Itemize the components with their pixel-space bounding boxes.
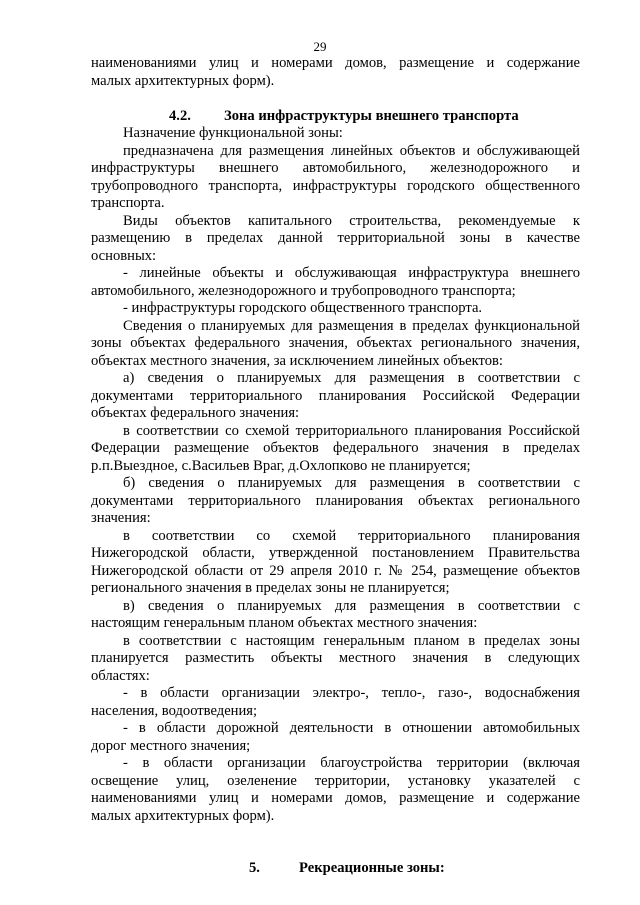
text-line: освещение улиц, озеленение территории, установку указателей с <box>91 772 580 789</box>
text-line: областях: <box>91 667 150 684</box>
text-line: р.п.Выездное, с.Васильев Враг, д.Охлопково не планируется; <box>91 457 471 474</box>
text-line: трубопроводного транспорта, инфраструктуры городского общественного <box>91 177 580 194</box>
text-line: Назначение функциональной зоны: <box>123 125 343 141</box>
text-line: населения, водоотведения; <box>91 702 258 719</box>
text-line: размещению в пределах данной территориальной зоны в качестве <box>91 230 580 246</box>
section-number: 5. <box>249 860 260 876</box>
text-line: автомобильного, железнодорожного и трубопроводного транспорта; <box>91 282 516 299</box>
text-line: документами территориального планирования объектах регионального <box>91 492 580 509</box>
text-line: документами территориального планирования Российской Федерации <box>91 387 580 404</box>
text-line: - линейные объекты и обслуживающая инфраструктура внешнего <box>123 265 580 281</box>
text-line: в соответствии со схемой территориального планирования <box>123 527 580 544</box>
text-line: настоящим генеральным планом объектах местного значения: <box>91 615 478 631</box>
text-line: наименованиями улиц и номерами домов, размещение и содержание <box>91 55 580 71</box>
text-line: в соответствии с настоящим генеральным планом в пределах зоны <box>123 632 580 649</box>
section-title: Зона инфраструктуры внешнего транспорта <box>224 107 519 124</box>
text-line: регионального значения в пределах зоны не планируется; <box>91 580 450 596</box>
text-line: планируется разместить объекты местного значения в следующих <box>91 650 580 666</box>
section-heading-5 <box>91 860 580 878</box>
section-number: 4.2. <box>169 107 191 124</box>
text-line: Нижегородской области, утвержденной постановлением Правительства <box>91 545 580 561</box>
text-line: предназначена для размещения линейных объектов и обслуживающей <box>123 142 580 159</box>
text-line: наименованиями улиц и номерами домов, размещение и содержание <box>91 790 580 806</box>
text-line: а) сведения о планируемых для размещения в соответствии с <box>123 370 580 386</box>
text-line: малых архитектурных форм). <box>91 72 275 89</box>
document-body <box>91 55 580 878</box>
text-line: инфраструктуры внешнего автомобильного, железнодорожного и <box>91 160 580 176</box>
text-line: объектах федерального значения: <box>91 405 300 421</box>
text-line: зоны объектах федерального значения, объектах регионального значения, <box>91 335 580 351</box>
section-heading-4-2 <box>91 108 580 126</box>
section-title: Рекреационные зоны: <box>299 860 445 876</box>
text-line: - в области дорожной деятельности в отношении автомобильных <box>123 720 580 736</box>
text-line: Нижегородской области от 29 апреля 2010 г. № 254, размещение объектов <box>91 562 580 579</box>
text-line: - в области организации благоустройства территории (включая <box>123 755 580 771</box>
text-line: - в области организации электро-, тепло-, газо-, водоснабжения <box>123 685 580 701</box>
text-line: Виды объектов капитального строительства, рекомендуемые к <box>123 212 580 229</box>
text-line: значения: <box>91 510 151 526</box>
text-line: б) сведения о планируемых для размещения в соответствии с <box>123 475 580 491</box>
text-line: объектах местного значения, за исключением линейных объектов: <box>91 352 503 369</box>
text-line: в) сведения о планируемых для размещения в соответствии с <box>123 597 580 614</box>
text-line: транспорта. <box>91 195 165 211</box>
text-line: дорог местного значения; <box>91 737 251 754</box>
text-line: основных: <box>91 247 157 264</box>
text-line: Сведения о планируемых для размещения в пределах функциональной <box>123 317 580 334</box>
text-line: Федерации размещение объектов федерального значения в пределах <box>91 440 580 456</box>
page-number: 29 <box>313 39 327 54</box>
text-line: - инфраструктуры городского общественного транспорта. <box>123 300 483 316</box>
text-line: в соответствии со схемой территориального планирования Российской <box>123 422 580 439</box>
text-line: малых архитектурных форм). <box>91 807 275 824</box>
